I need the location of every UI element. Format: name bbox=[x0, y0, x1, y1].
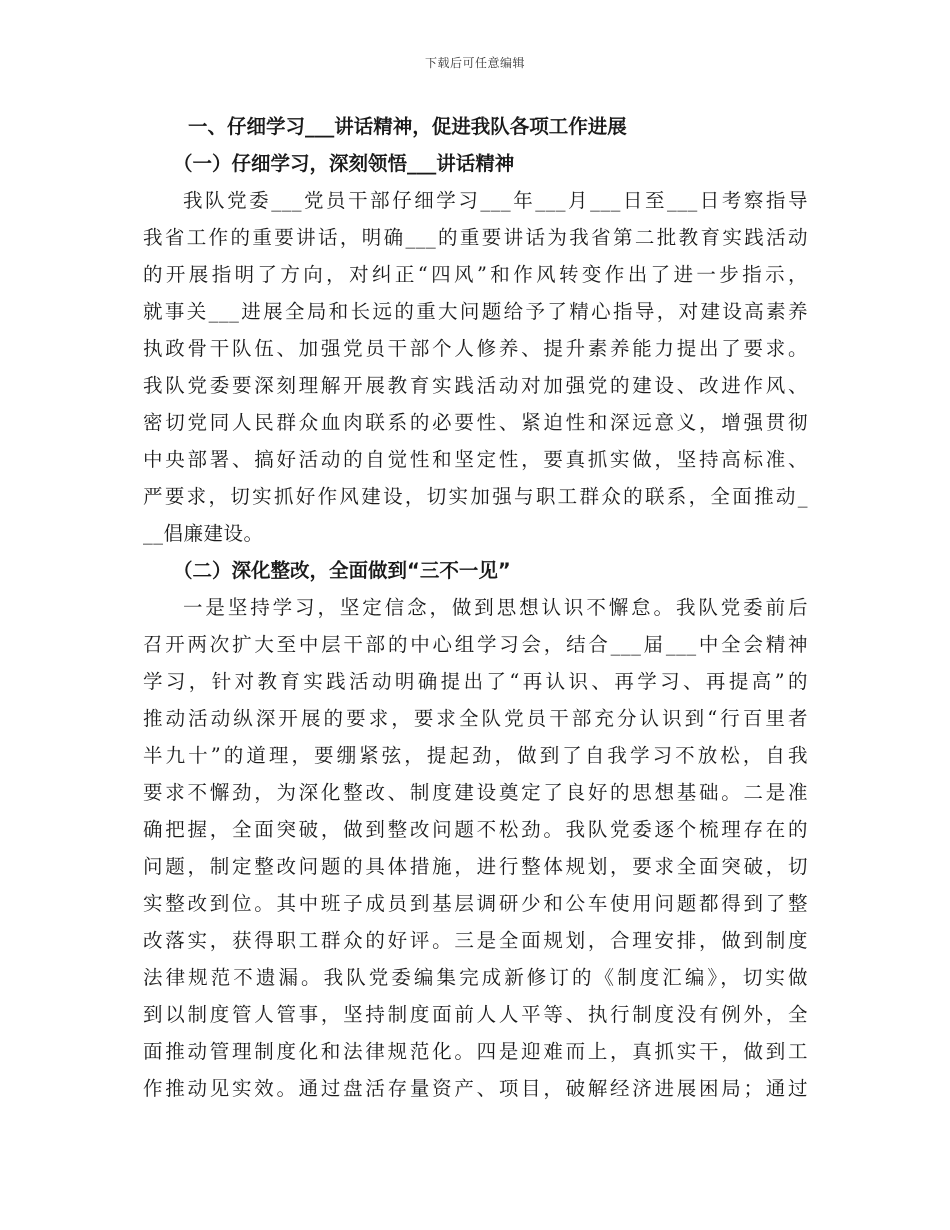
paragraph-line: 推动活动纵深开展的要求，要求全队党员干部充分认识到“行百里者 bbox=[143, 707, 808, 730]
paragraph-1 bbox=[143, 182, 808, 552]
paragraph-2 bbox=[143, 589, 808, 1107]
paragraph-line: 严要求，切实抓好作风建设，切实加强与职工群众的联系，全面推动_ bbox=[143, 485, 808, 508]
paragraph-line: 我队党委___党员干部仔细学习___年___月___日至___日考察指导 bbox=[183, 189, 808, 212]
paragraph-line: 我省工作的重要讲话，明确___的重要讲话为我省第二批教育实践活动 bbox=[143, 226, 808, 249]
paragraph-line: 实整改到位。其中班子成员到基层调研少和公车使用问题都得到了整 bbox=[143, 892, 808, 915]
paragraph-line: 密切党同人民群众血肉联系的必要性、紧迫性和深远意义，增强贯彻 bbox=[143, 411, 808, 434]
paragraph-line: 执政骨干队伍、加强党员干部个人修养、提升素养能力提出了要求。 bbox=[143, 337, 808, 360]
subsection-heading-2: （二）深化整改，全面做到“三不一见” bbox=[173, 559, 511, 582]
paragraph-line: 半九十”的道理，要绷紧弦，提起劲，做到了自我学习不放松，自我 bbox=[143, 744, 808, 767]
section-heading: 一、仔细学习___讲话精神，促进我队各项工作进展 bbox=[188, 115, 627, 138]
page-header: 下载后可任意编辑 bbox=[424, 56, 525, 70]
paragraph-line: 作推动见实效。通过盘活存量资产、项目，破解经济进展困局；通过 bbox=[143, 1077, 808, 1100]
paragraph-line: 确把握，全面突破，做到整改问题不松劲。我队党委逐个梳理存在的 bbox=[143, 818, 808, 841]
paragraph-line: 召开两次扩大至中层干部的中心组学习会，结合___届___中全会精神 bbox=[143, 633, 808, 656]
paragraph-line: 法律规范不遗漏。我队党委编集完成新修订的《制度汇编》，切实做 bbox=[143, 966, 808, 989]
paragraph-line: 的开展指明了方向，对纠正“四风”和作风转变作出了进一步指示， bbox=[143, 263, 808, 286]
paragraph-line: 中央部署、搞好活动的自觉性和坚定性，要真抓实做，坚持高标准、 bbox=[143, 448, 808, 471]
paragraph-line: 面推动管理制度化和法律规范化。四是迎难而上，真抓实干，做到工 bbox=[143, 1040, 808, 1063]
paragraph-line: 我队党委要深刻理解开展教育实践活动对加强党的建设、改进作风、 bbox=[143, 374, 808, 397]
subsection-heading-1: （一）仔细学习，深刻领悟___讲话精神 bbox=[173, 152, 515, 175]
paragraph-line: __倡廉建设。 bbox=[143, 522, 264, 545]
paragraph-line: 要求不懈劲，为深化整改、制度建设奠定了良好的思想基础。二是准 bbox=[143, 781, 808, 804]
paragraph-line: 学习，针对教育实践活动明确提出了“再认识、再学习、再提高”的 bbox=[143, 670, 808, 693]
paragraph-line: 就事关___进展全局和长远的重大问题给予了精心指导，对建设高素养 bbox=[143, 300, 808, 323]
paragraph-line: 到以制度管人管事，坚持制度面前人人平等、执行制度没有例外，全 bbox=[143, 1003, 808, 1026]
paragraph-line: 改落实，获得职工群众的好评。三是全面规划，合理安排，做到制度 bbox=[143, 929, 808, 952]
paragraph-line: 问题，制定整改问题的具体措施，进行整体规划，要求全面突破，切 bbox=[143, 855, 808, 878]
paragraph-line: 一是坚持学习，坚定信念，做到思想认识不懈怠。我队党委前后 bbox=[183, 596, 808, 619]
document-body bbox=[143, 108, 808, 1107]
